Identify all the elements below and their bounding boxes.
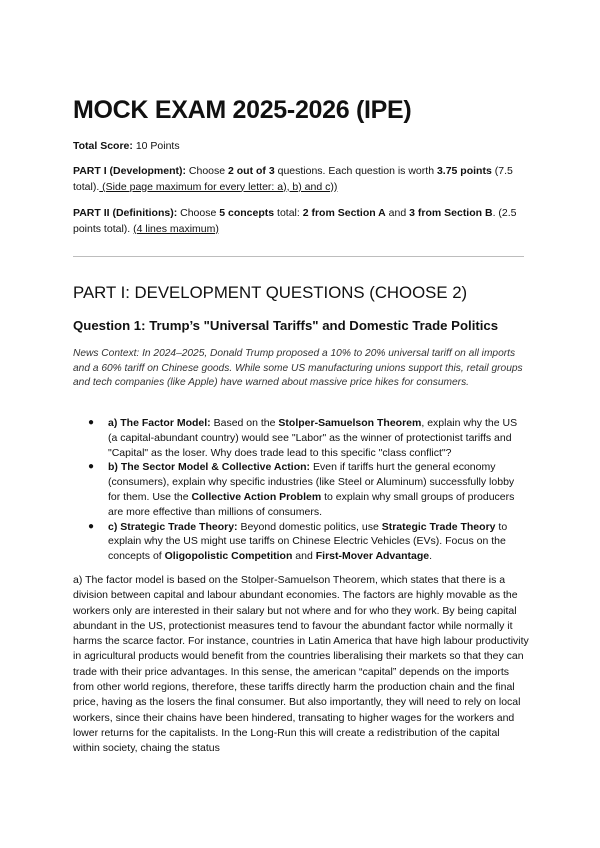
part2-count: 5 concepts	[219, 207, 275, 219]
part1-label: PART I (Development):	[73, 165, 186, 177]
part2-text: and	[385, 207, 410, 219]
item-emphasis: Oligopolistic Competition	[164, 550, 293, 563]
total-score-line	[73, 139, 180, 155]
part1-text: questions. Each question is worth	[274, 165, 437, 177]
answer-text: a) The factor model is based on the Stolper-Samuelson Theorem, which states that there is a division between capital and labour abundant economies. The factors are highly movable as the workers only are interested in their salary but not where and for who they work. By being capital abundant in the US, protectionist measures tend to favour the abundant factor while normally it harms the scarce factor. For instance, countries in Latin America that have high labour productivity in agricultural products would benefit from the countries liberalising their markets so that they can trade with their price advantages. In this sense, the american “capital” depends on the imports from other world regions, therefore, these tariffs directly harm the production chain and the final price, having as the losers the final consumer. But also importantly, they will need to rely on local workers, since their chains have been hindered, transating to higher wages for the workers and lower returns for the capitalists. In the Long-Run this will create a redistribution of the capital within society, chaing the status	[73, 574, 529, 755]
horizontal-divider	[73, 256, 524, 257]
list-item	[73, 460, 529, 519]
part1-points: 3.75 points	[436, 165, 492, 177]
item-label: b) The Sector Model & Collective Action:	[108, 461, 311, 474]
part2-text: Choose	[177, 207, 220, 219]
part1-text: Choose	[185, 165, 229, 177]
bullet-icon: ●	[88, 417, 95, 428]
question-1-title: Question 1: Trump’s "Universal Tariffs" and Domestic Trade Politics	[73, 318, 499, 333]
bullet-icon: ●	[88, 461, 95, 473]
total-score-value: 10 Points	[132, 140, 180, 152]
item-text: Beyond domestic politics, use	[237, 520, 382, 533]
item-emphasis: Strategic Trade Theory	[381, 520, 496, 533]
item-emphasis: Stolper-Samuelson Theorem	[278, 417, 422, 429]
part1-count: 2 out of 3	[228, 165, 275, 177]
item-text: Based on the	[210, 417, 279, 429]
part2-text: . (2.5 points total).	[73, 207, 517, 235]
item-label: c) Strategic Trade Theory:	[108, 520, 238, 533]
section-title: PART I: DEVELOPMENT QUESTIONS (CHOOSE 2)	[73, 283, 468, 302]
part2-label: PART II (Definitions):	[73, 207, 178, 219]
item-text: .	[429, 550, 433, 563]
list-item	[73, 520, 529, 564]
item-text: and	[292, 550, 316, 563]
part2-text: total:	[274, 207, 303, 219]
question-1-list	[73, 416, 529, 564]
item-emphasis: Collective Action Problem	[191, 490, 322, 503]
part2-note: (4 lines maximum)	[133, 222, 219, 235]
exam-title: MOCK EXAM 2025-2026 (IPE)	[73, 96, 412, 124]
item-text: to explain why small groups of producers are more effective than millions of consumers.	[108, 490, 515, 518]
part1-instructions	[73, 164, 529, 195]
news-context: News Context: In 2024–2025, Donald Trump proposed a 10% to 20% universal tariff on all imports and a 60% tariff on Chinese goods. While some US manufacturing unions support this, retail groups and tech companies (like Apple) have warned about massive price hikes for consumers.	[73, 348, 523, 388]
part2-section-b: 3 from Section B	[409, 207, 493, 219]
item-text: , explain why the US (a capital-abundant country) would see "Labor" as the winner of protectionist tariffs and "Capital" as the loser. Why does trade lead to this specific "class conflict"?	[108, 417, 518, 459]
item-label: a) The Factor Model:	[108, 417, 211, 429]
list-item	[73, 416, 529, 460]
item-text: to explain why the US might use tariffs on Chinese Electric Vehicles (EVs). Focus on the concepts of	[108, 520, 508, 563]
bullet-icon: ●	[88, 520, 95, 532]
item-text: Even if tariffs hurt the general economy (consumers), explain why specific industries (like Steel or Aluminum) successfully lobby for them. Use the	[108, 461, 515, 503]
part1-note: (Side page maximum for every letter: a), b) and c))	[99, 180, 338, 193]
total-score-label: Total Score:	[73, 140, 133, 152]
item-emphasis: First-Mover Advantage	[315, 550, 430, 563]
part1-text: (7.5 total).	[73, 165, 513, 193]
part2-instructions	[73, 206, 529, 237]
part2-section-a: 2 from Section A	[302, 207, 386, 219]
